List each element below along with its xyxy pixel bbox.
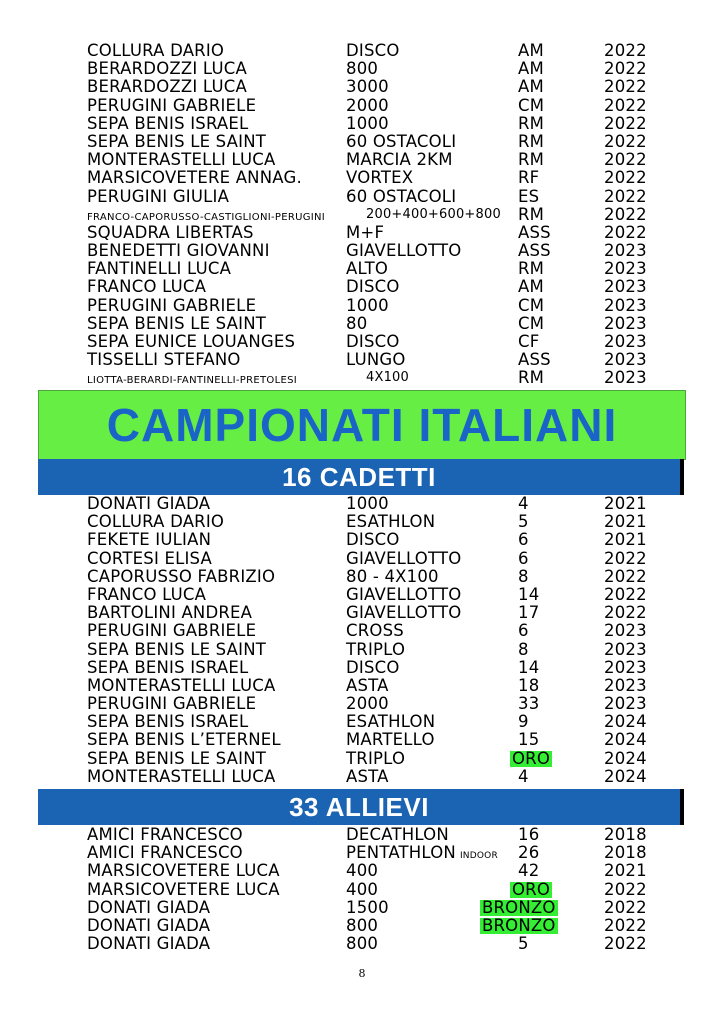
- result-row: [0, 917, 724, 935]
- year-value: 2022: [604, 915, 647, 935]
- event-cell: [346, 750, 405, 768]
- result-value: 26: [518, 843, 540, 863]
- year-value: 2022: [604, 77, 647, 97]
- result-value: RM: [518, 150, 545, 170]
- result-value: 8: [518, 566, 529, 586]
- result-row: [0, 224, 724, 242]
- event-name: ALTO: [346, 259, 389, 279]
- year-value: 2023: [604, 277, 647, 297]
- event-cell: [346, 513, 435, 531]
- event-name: TRIPLO: [346, 639, 406, 659]
- athlete-name: SEPA BENIS ISRAEL: [87, 712, 249, 732]
- event-name: 200+400+600+800: [366, 206, 501, 222]
- event-cell: [346, 224, 384, 242]
- year-value: 2022: [604, 603, 647, 623]
- athlete-name: SEPA BENIS LE SAINT: [87, 131, 267, 151]
- result-row: [0, 713, 724, 731]
- result-row: [0, 297, 724, 315]
- year-value: 2023: [604, 332, 647, 351]
- athlete-name: DONATI GIADA: [87, 915, 211, 935]
- result-row: [0, 641, 724, 659]
- event-cell: [346, 531, 400, 549]
- result-value: 33: [518, 694, 540, 714]
- year-value: 2023: [604, 259, 647, 279]
- athlete-name: MONTERASTELLI LUCA: [87, 675, 276, 695]
- event-cell: [346, 97, 389, 115]
- athlete-name: MARSICOVETERE LUCA: [87, 861, 280, 881]
- cadetti-results-list: [0, 495, 724, 786]
- event-name: 1500: [346, 897, 389, 917]
- result-row: [0, 768, 724, 786]
- event-cell: [346, 604, 461, 622]
- athlete-name: DONATI GIADA: [87, 494, 211, 513]
- result-value: RM: [518, 204, 545, 224]
- year-value: 2022: [604, 204, 647, 224]
- athlete-name: BERARDOZZI LUCA: [87, 59, 247, 79]
- result-row: [0, 97, 724, 115]
- athlete-name: AMICI FRANCESCO: [87, 843, 243, 863]
- event-cell: [346, 78, 389, 96]
- event-cell: [346, 333, 400, 351]
- athlete-name: PERUGINI GABRIELE: [87, 621, 257, 641]
- year-value: 2022: [604, 113, 647, 133]
- event-cell: [346, 568, 439, 586]
- result-row: [0, 513, 724, 531]
- event-name: DISCO: [346, 277, 400, 297]
- result-value: 17: [518, 603, 540, 623]
- athlete-name: FRANCO-CAPORUSSO-CASTIGLIONI-PERUGINI: [87, 211, 326, 223]
- event-cell: [346, 862, 378, 880]
- result-row: [0, 333, 724, 351]
- event-cell: [346, 677, 389, 695]
- cadetti-heading: 16 CADETTI: [282, 461, 436, 492]
- result-row: [0, 677, 724, 695]
- year-value: 2024: [604, 712, 647, 732]
- event-name: 1000: [346, 113, 389, 133]
- athlete-name: AMICI FRANCESCO: [87, 825, 243, 844]
- result-value: CM: [518, 295, 545, 315]
- event-name: M+F: [346, 222, 385, 242]
- year-value: 2022: [604, 150, 647, 170]
- result-row: [0, 242, 724, 260]
- year-value: 2022: [604, 584, 647, 604]
- event-cell: [346, 260, 388, 278]
- year-value: 2021: [604, 530, 647, 550]
- event-cell: [346, 731, 435, 749]
- allievi-results-list: [0, 826, 724, 953]
- event-name: GIAVELLOTTO: [346, 241, 462, 261]
- result-row: [0, 351, 724, 369]
- result-row: [0, 495, 724, 513]
- event-cell: [346, 899, 389, 917]
- result-row: [0, 115, 724, 133]
- page-number: 8: [358, 967, 366, 980]
- athlete-name: BENEDETTI GIOVANNI: [87, 241, 270, 261]
- event-cell: [346, 695, 389, 713]
- year-value: 2023: [604, 295, 647, 315]
- event-name: 1000: [346, 295, 389, 315]
- event-name: ESATHLON: [346, 512, 436, 532]
- year-value: 2022: [604, 897, 647, 917]
- year-value: 2021: [604, 494, 647, 513]
- athlete-name: SEPA BENIS LE SAINT: [87, 639, 267, 659]
- medal-badge: ORO: [512, 748, 551, 768]
- event-name: 3000: [346, 77, 389, 97]
- athlete-name: SEPA BENIS L’ETERNEL: [87, 730, 281, 750]
- result-value: 4: [518, 494, 529, 513]
- result-row: [0, 206, 724, 224]
- year-value: 2018: [604, 825, 647, 844]
- year-value: 2023: [604, 241, 647, 261]
- event-name: 800: [346, 915, 379, 935]
- result-row: [0, 862, 724, 880]
- result-row: [0, 881, 724, 899]
- year-value: 2023: [604, 675, 647, 695]
- result-row: [0, 604, 724, 622]
- event-cell: [346, 242, 461, 260]
- year-value: 2024: [604, 766, 647, 786]
- result-row: [0, 278, 724, 296]
- event-cell: [346, 586, 461, 604]
- result-row: [0, 731, 724, 749]
- medal-badge: BRONZO: [482, 915, 556, 935]
- athlete-name: FANTINELLI LUCA: [87, 259, 232, 279]
- year-value: 2023: [604, 621, 647, 641]
- result-row: [0, 531, 724, 549]
- result-value: AM: [518, 277, 544, 297]
- event-name: DISCO: [346, 657, 400, 677]
- result-row: [0, 586, 724, 604]
- year-value: 2023: [604, 368, 647, 388]
- athlete-name: MARSICOVETERE LUCA: [87, 879, 280, 899]
- event-cell: [346, 60, 378, 78]
- result-value: CF: [518, 332, 540, 351]
- medal-badge: BRONZO: [482, 897, 556, 917]
- athlete-name: TISSELLI STEFANO: [87, 350, 241, 370]
- event-name: 80 - 4X100: [346, 566, 439, 586]
- event-cell: [346, 641, 405, 659]
- allievi-heading: 33 ALLIEVI: [289, 791, 429, 822]
- result-value: 5: [518, 512, 529, 532]
- event-name: 80: [346, 313, 368, 333]
- event-name: MARTELLO: [346, 730, 435, 750]
- event-name: DISCO: [346, 332, 400, 351]
- result-value: CM: [518, 95, 545, 115]
- event-name: DECATHLON: [346, 825, 449, 844]
- allievi-heading-bar: [38, 789, 684, 825]
- result-row: [0, 695, 724, 713]
- athlete-name: MARSICOVETERE ANNAG.: [87, 168, 302, 188]
- event-name: 400: [346, 879, 379, 899]
- event-name: PENTATHLON: [346, 843, 456, 863]
- event-name: VORTEX: [346, 168, 414, 188]
- athlete-name: PERUGINI GIULIA: [87, 186, 230, 206]
- result-value: CM: [518, 313, 545, 333]
- year-value: 2022: [604, 934, 647, 954]
- result-row: [0, 750, 724, 768]
- year-value: 2023: [604, 657, 647, 677]
- athlete-name: PERUGINI GABRIELE: [87, 295, 257, 315]
- event-name: 400: [346, 861, 379, 881]
- event-name: MARCIA 2KM: [346, 150, 453, 170]
- athlete-name: LIOTTA-BERARDI-FANTINELLI-PRETOLESI: [87, 375, 297, 387]
- banner-title: CAMPIONATI ITALIANI: [106, 399, 618, 451]
- result-value: RF: [518, 168, 540, 188]
- event-cell: [366, 369, 409, 387]
- result-value: ASS: [518, 241, 551, 261]
- year-value: 2021: [604, 512, 647, 532]
- result-row: [0, 568, 724, 586]
- athlete-name: FEKETE IULIAN: [87, 530, 212, 550]
- result-value: ASS: [518, 222, 551, 242]
- athlete-name: SEPA EUNICE LOUANGES: [87, 332, 296, 351]
- year-value: 2022: [604, 168, 647, 188]
- event-cell: [346, 881, 378, 899]
- result-value: RM: [518, 131, 545, 151]
- year-value: 2022: [604, 186, 647, 206]
- result-value: 8: [518, 639, 529, 659]
- year-value: 2022: [604, 41, 647, 60]
- athlete-name: COLLURA DARIO: [87, 41, 225, 60]
- result-row: [0, 42, 724, 60]
- event-cell: [346, 351, 406, 369]
- event-name: 1000: [346, 494, 389, 513]
- year-value: 2024: [604, 748, 647, 768]
- year-value: 2022: [604, 59, 647, 79]
- year-value: 2022: [604, 548, 647, 568]
- result-row: [0, 550, 724, 568]
- result-row: [0, 169, 724, 187]
- event-name: GIAVELLOTTO: [346, 603, 462, 623]
- result-row: [0, 899, 724, 917]
- year-value: 2024: [604, 730, 647, 750]
- event-name: GIAVELLOTTO: [346, 548, 462, 568]
- result-value: AM: [518, 77, 544, 97]
- year-value: 2021: [604, 861, 647, 881]
- athlete-name: SEPA BENIS ISRAEL: [87, 113, 249, 133]
- event-cell: [346, 495, 389, 513]
- result-value: ES: [518, 186, 540, 206]
- result-value: 18: [518, 675, 540, 695]
- event-cell: [346, 622, 404, 640]
- result-row: [0, 260, 724, 278]
- result-row: [0, 133, 724, 151]
- result-row: [0, 659, 724, 677]
- result-row: [0, 935, 724, 953]
- athlete-name: FRANCO LUCA: [87, 584, 207, 604]
- event-name: 60 OSTACOLI: [346, 131, 457, 151]
- result-value: 9: [518, 712, 529, 732]
- athlete-name: MONTERASTELLI LUCA: [87, 766, 276, 786]
- athlete-name: BERARDOZZI LUCA: [87, 77, 247, 97]
- event-cell: [346, 713, 435, 731]
- event-name: 2000: [346, 95, 389, 115]
- event-cell: [346, 151, 453, 169]
- result-value: AM: [518, 59, 544, 79]
- athlete-name: PERUGINI GABRIELE: [87, 694, 257, 714]
- event-name: DISCO: [346, 530, 400, 550]
- result-row: [0, 60, 724, 78]
- year-value: 2022: [604, 95, 647, 115]
- top-results-list: [0, 42, 724, 388]
- event-cell: [346, 278, 400, 296]
- event-cell: [346, 188, 456, 206]
- event-name: DISCO: [346, 41, 400, 60]
- year-value: 2018: [604, 843, 647, 863]
- campionati-italiani-banner: [38, 390, 686, 460]
- athlete-name: COLLURA DARIO: [87, 512, 225, 532]
- event-name: LUNGO: [346, 350, 406, 370]
- athlete-name: SQUADRA LIBERTAS: [87, 222, 254, 242]
- result-row: [0, 369, 724, 387]
- event-cell: [346, 917, 378, 935]
- event-name: 800: [346, 59, 379, 79]
- event-cell: [346, 315, 367, 333]
- athlete-name: DONATI GIADA: [87, 897, 211, 917]
- result-row: [0, 844, 724, 862]
- year-value: 2022: [604, 566, 647, 586]
- result-value: AM: [518, 41, 544, 60]
- result-row: [0, 622, 724, 640]
- event-cell: [346, 133, 456, 151]
- event-name: TRIPLO: [346, 748, 406, 768]
- event-cell: [346, 826, 449, 844]
- result-row: [0, 188, 724, 206]
- event-cell: [346, 297, 389, 315]
- event-note: INDOOR: [459, 851, 498, 862]
- event-cell: [346, 935, 378, 953]
- year-value: 2023: [604, 694, 647, 714]
- result-value: 4: [518, 766, 529, 786]
- cadetti-heading-bar: [38, 459, 684, 495]
- result-row: [0, 315, 724, 333]
- athlete-name: DONATI GIADA: [87, 934, 211, 954]
- year-value: 2023: [604, 313, 647, 333]
- event-name: ESATHLON: [346, 712, 436, 732]
- athlete-name: CORTESI ELISA: [87, 548, 213, 568]
- result-value: RM: [518, 259, 545, 279]
- athlete-name: BARTOLINI ANDREA: [87, 603, 253, 623]
- athlete-name: SEPA BENIS LE SAINT: [87, 748, 267, 768]
- event-name: 60 OSTACOLI: [346, 186, 457, 206]
- result-value: 14: [518, 657, 540, 677]
- result-value: 6: [518, 530, 529, 550]
- year-value: 2022: [604, 131, 647, 151]
- event-cell: [346, 115, 389, 133]
- athlete-name: PERUGINI GABRIELE: [87, 95, 257, 115]
- event-name: 4X100: [366, 370, 409, 386]
- result-value: 16: [518, 825, 540, 844]
- athlete-name: MONTERASTELLI LUCA: [87, 150, 276, 170]
- athlete-name: SEPA BENIS ISRAEL: [87, 657, 249, 677]
- event-cell: [366, 206, 501, 224]
- result-value: 6: [518, 548, 529, 568]
- event-cell: [346, 169, 413, 187]
- result-value: 42: [518, 861, 540, 881]
- event-name: 2000: [346, 694, 389, 714]
- event-name: ASTA: [346, 675, 389, 695]
- event-cell: [346, 42, 400, 60]
- result-value: 6: [518, 621, 529, 641]
- athlete-name: CAPORUSSO FABRIZIO: [87, 566, 276, 586]
- event-name: GIAVELLOTTO: [346, 584, 462, 604]
- athlete-name: FRANCO LUCA: [87, 277, 207, 297]
- result-row: [0, 826, 724, 844]
- event-name: ASTA: [346, 766, 389, 786]
- year-value: 2022: [604, 879, 647, 899]
- medal-badge: ORO: [512, 879, 551, 899]
- event-name: CROSS: [346, 621, 404, 641]
- result-row: [0, 151, 724, 169]
- event-cell: [346, 659, 400, 677]
- result-value: RM: [518, 368, 545, 388]
- athlete-name: SEPA BENIS LE SAINT: [87, 313, 267, 333]
- event-name: 800: [346, 934, 379, 954]
- year-value: 2022: [604, 222, 647, 242]
- year-value: 2023: [604, 350, 647, 370]
- result-value: 15: [518, 730, 540, 750]
- result-value: ASS: [518, 350, 551, 370]
- result-value: RM: [518, 113, 545, 133]
- result-value: 5: [518, 934, 529, 954]
- result-value: 14: [518, 584, 540, 604]
- result-row: [0, 78, 724, 96]
- year-value: 2023: [604, 639, 647, 659]
- event-cell: [346, 550, 461, 568]
- event-cell: [346, 768, 389, 786]
